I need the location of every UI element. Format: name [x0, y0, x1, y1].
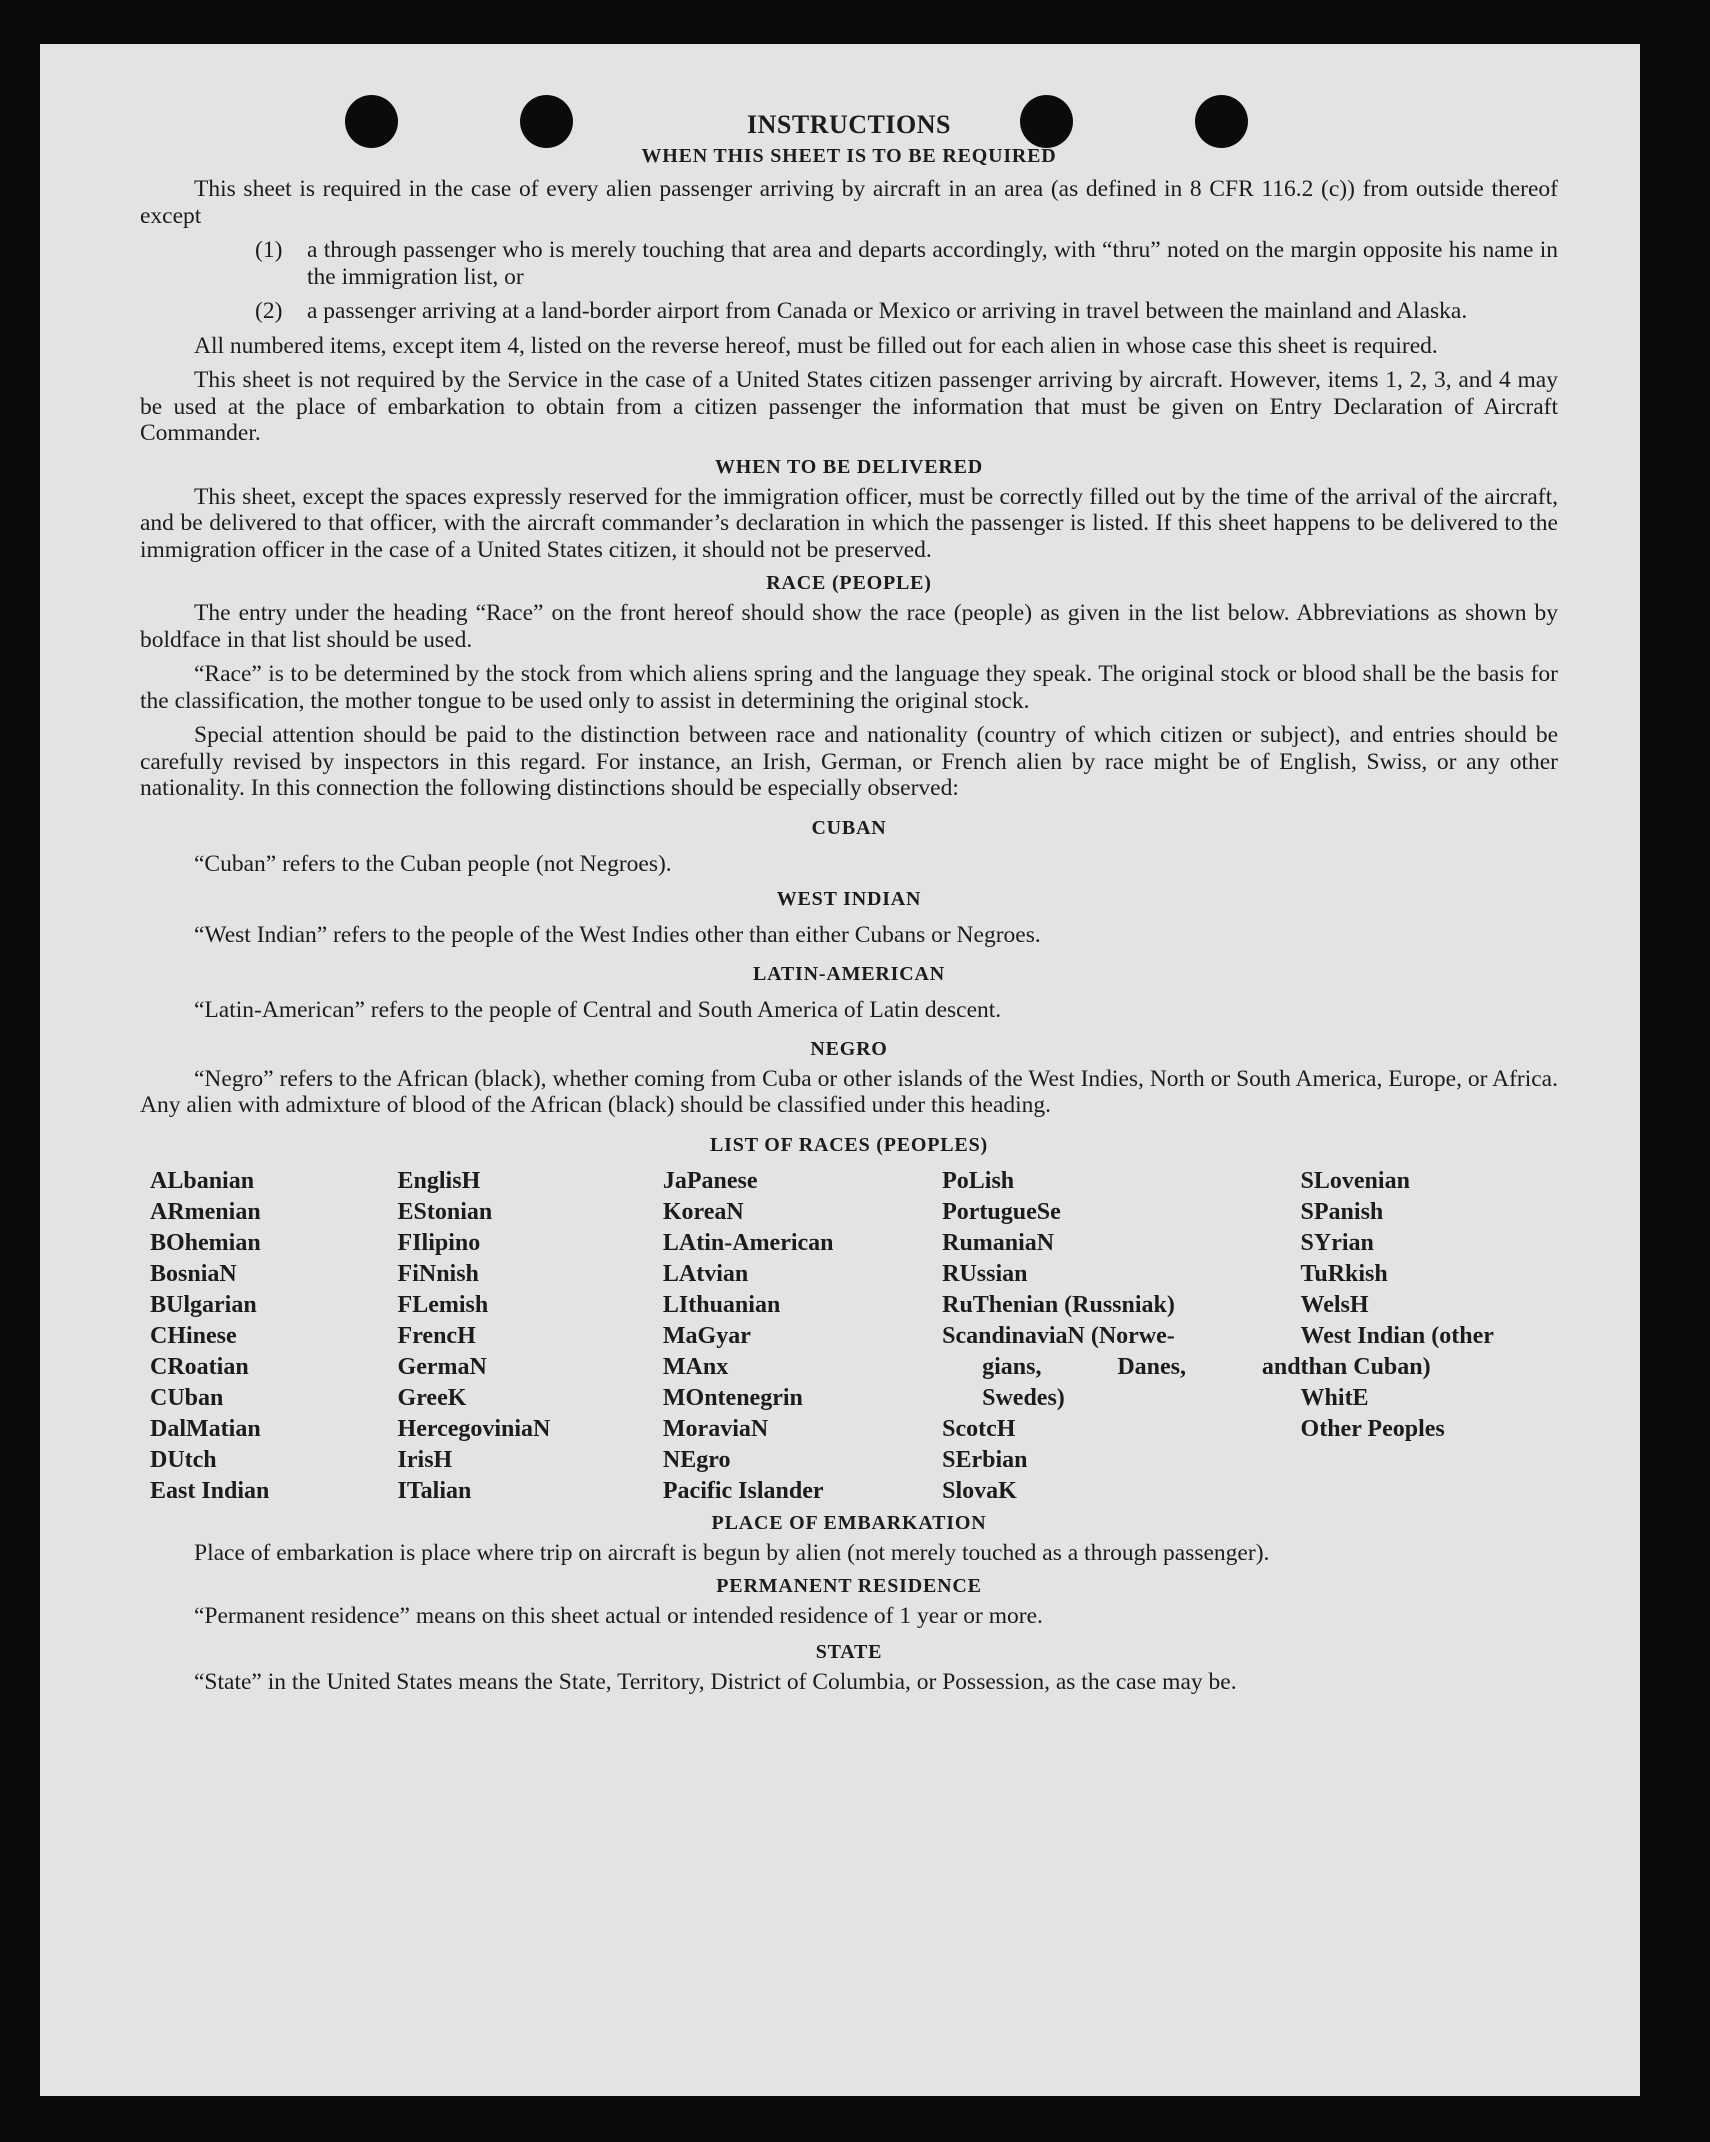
race-item: GermaN: [397, 1353, 487, 1380]
race-item: PortugueSe: [942, 1198, 1061, 1225]
race-column: [942, 1166, 1300, 1507]
section-heading: PLACE OF EMBARKATION: [711, 1511, 987, 1534]
race-item: FrencH: [397, 1322, 476, 1349]
definition: “West Indian” refers to the people of the West Indies other than either Cubans or Negroes.: [194, 921, 1041, 948]
race-item: CRoatian: [150, 1353, 249, 1380]
race-item: MOntenegrin: [662, 1384, 803, 1411]
paragraph: Place of embarkation is place where trip on aircraft is begun by alien (not merely touched as a through passenger).: [194, 1539, 1270, 1566]
race-item: RuThenian (Russniak): [942, 1291, 1175, 1318]
race-item: Swedes): [982, 1384, 1065, 1411]
paragraph: “State” in the United States means the State, Territory, District of Columbia, or Possession, as the case may be.: [194, 1668, 1237, 1695]
section-heading: LIST OF RACES (PEOPLES): [710, 1133, 988, 1156]
paragraph: This sheet is required in the case of every alien passenger arriving by aircraft in an area (as defined in 8 CFR 116.2 (c)) from outside thereof except: [140, 176, 1558, 229]
race-item: DalMatian: [150, 1415, 261, 1442]
race-item: CUban: [150, 1384, 224, 1411]
item-text: a through passenger who is merely touching that area and departs accordingly, with “thru” noted on the margin opposite his name in the immigration list, or: [307, 237, 1558, 290]
section-heading: PERMANENT RESIDENCE: [716, 1575, 982, 1597]
race-item: RUssian: [942, 1260, 1028, 1287]
document-sheet: [40, 44, 1640, 2096]
race-item: East Indian: [150, 1477, 270, 1504]
race-item: Other Peoples: [1300, 1415, 1445, 1442]
section-heading: LATIN-AMERICAN: [753, 962, 945, 985]
numbered-item: [140, 298, 1558, 325]
race-column: [663, 1166, 942, 1507]
race-item: NEgro: [662, 1446, 731, 1473]
race-item: gians, Danes, and: [982, 1353, 1301, 1380]
numbered-item: [140, 237, 1558, 290]
paragraph: “Race” is to be determined by the stock from which aliens spring and the language they speak. The original stock or blood shall be the basis for the classification, the mother tongue to be used only to assist in determining the original stock.: [140, 661, 1558, 714]
race-item: MaGyar: [662, 1322, 751, 1349]
paragraph: Special attention should be paid to the distinction between race and nationality (country of which citizen or subject), and entries should be carefully revised by inspectors in this regard. For instance, an Irish, German, or French alien by race might be of English, Swiss, or any other nationality. In this connection the following distinctions should be especially observed:: [140, 722, 1558, 801]
race-item: LAtvian: [662, 1260, 749, 1287]
race-item: KoreaN: [662, 1198, 744, 1225]
race-item: SlovaK: [942, 1477, 1017, 1504]
race-item: JaPanese: [662, 1167, 758, 1194]
section-heading: NEGRO: [810, 1037, 888, 1060]
page-title: INSTRUCTIONS: [747, 110, 951, 139]
race-item: SLovenian: [1300, 1167, 1410, 1194]
race-item: CHinese: [150, 1322, 237, 1349]
race-item: ScandinaviaN (Norwe-: [942, 1322, 1175, 1349]
race-item: MAnx: [662, 1353, 729, 1380]
race-item: RumaniaN: [942, 1229, 1055, 1256]
section-heading: WHEN THIS SHEET IS TO BE REQUIRED: [641, 145, 1057, 167]
item-number: (1): [255, 237, 283, 263]
race-item: DUtch: [150, 1446, 217, 1473]
race-list: [150, 1166, 1558, 1507]
item-number: (2): [255, 298, 283, 324]
race-item: ITalian: [397, 1477, 472, 1504]
race-item: FiNnish: [397, 1260, 479, 1287]
race-item: MoraviaN: [662, 1415, 769, 1442]
race-item: LIthuanian: [662, 1291, 781, 1318]
definition: “Latin-American” refers to the people of Central and South America of Latin descent.: [194, 996, 1002, 1023]
race-item: BUlgarian: [150, 1291, 257, 1318]
race-item: West Indian (other: [1300, 1322, 1494, 1349]
section-heading: RACE (PEOPLE): [766, 572, 932, 594]
paragraph: “Negro” refers to the African (black), whether coming from Cuba or other islands of the West Indies, North or South America, Europe, or Africa. Any alien with admixture of blood of the African (black) should be classified under this heading.: [140, 1065, 1558, 1118]
race-item: WelsH: [1300, 1291, 1369, 1318]
section-heading: WEST INDIAN: [776, 887, 922, 910]
race-item: HercegoviniaN: [397, 1415, 551, 1442]
race-item: WhitE: [1300, 1384, 1369, 1411]
paragraph: This sheet, except the spaces expressly reserved for the immigration officer, must be correctly filled out by the time of the arrival of the aircraft, and be delivered to that officer, with the aircraft commander’s declaration in which the passenger is listed. If this sheet happens to be delivered to the immigration officer in the case of a United States citizen, it should not be preserved.: [140, 483, 1558, 563]
section-heading: CUBAN: [811, 816, 887, 839]
race-item: BosniaN: [150, 1260, 237, 1287]
race-item: PoLish: [942, 1167, 1015, 1194]
definition: “Cuban” refers to the Cuban people (not Negroes).: [194, 850, 672, 877]
race-item: BOhemian: [150, 1229, 261, 1256]
race-column: [150, 1166, 398, 1507]
race-item: Pacific Islander: [662, 1477, 824, 1504]
race-item: EStonian: [397, 1198, 493, 1225]
race-item: EnglisH: [397, 1167, 481, 1194]
section-heading: WHEN TO BE DELIVERED: [714, 455, 984, 478]
race-item: FIlipino: [397, 1229, 481, 1256]
instructions-content: [140, 110, 1558, 1695]
race-item: FLemish: [397, 1291, 489, 1318]
race-item: SErbian: [942, 1446, 1028, 1473]
race-item: TuRkish: [1300, 1260, 1388, 1287]
paragraph: This sheet is not required by the Service in the case of a United States citizen passenger arriving by aircraft. However, items 1, 2, 3, and 4 may be used at the place of embarkation to obtain from a citizen passenger the information that must be given on Entry Declaration of Aircraft Commander.: [140, 367, 1558, 446]
race-item: ARmenian: [150, 1198, 261, 1225]
race-item: ScotcH: [942, 1415, 1016, 1442]
race-item: LAtin-American: [662, 1229, 834, 1256]
race-column: [1301, 1166, 1558, 1507]
race-column: [398, 1166, 663, 1507]
paragraph: “Permanent residence” means on this sheet actual or intended residence of 1 year or more.: [194, 1603, 1043, 1629]
race-item: IrisH: [397, 1446, 453, 1473]
race-item: SYrian: [1300, 1229, 1374, 1256]
race-item: than Cuban): [1300, 1353, 1431, 1380]
paragraph: The entry under the heading “Race” on the front hereof should show the race (people) as given in the list below. Abbreviations as shown by boldface in that list should be used.: [140, 600, 1558, 653]
section-heading: STATE: [815, 1640, 883, 1663]
item-text: a passenger arriving at a land-border airport from Canada or Mexico or arriving in travel between the mainland and Alaska.: [307, 298, 1468, 324]
race-item: ALbanian: [150, 1167, 255, 1194]
race-item: SPanish: [1300, 1198, 1384, 1225]
paragraph: All numbered items, except item 4, listed on the reverse hereof, must be filled out for each alien in whose case this sheet is required.: [194, 332, 1438, 359]
race-item: GreeK: [397, 1384, 467, 1411]
